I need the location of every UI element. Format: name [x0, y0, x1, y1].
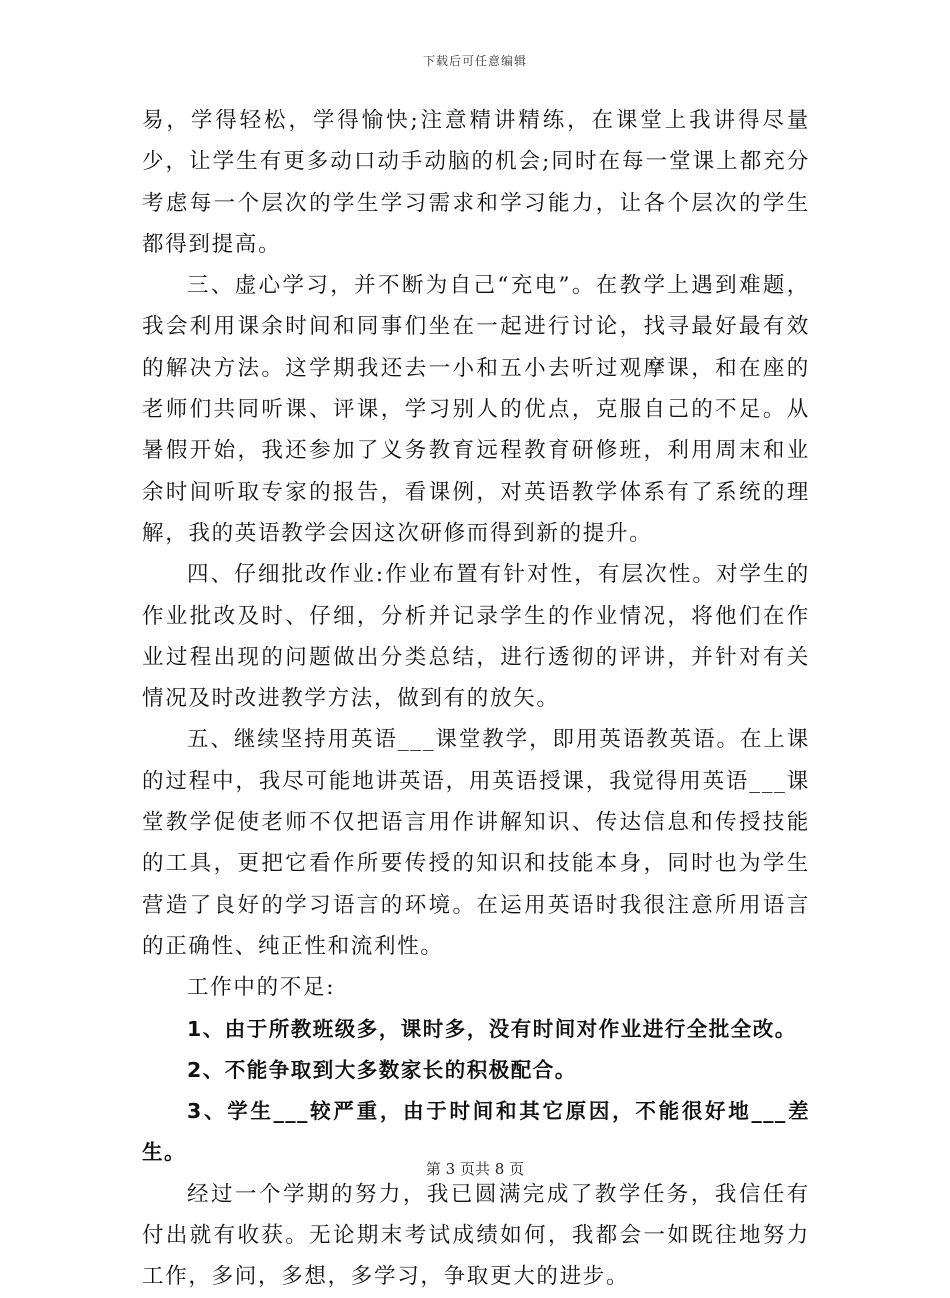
shortcoming-item-2: 2、不能争取到大多数家长的积极配合。	[187, 1057, 577, 1082]
page-number-footer: 第 3 页共 8 页	[425, 1160, 525, 1178]
paragraph-conclusion: 经过一个学期的努力，我已圆满完成了教学任务，我信任有付出就有收获。无论期末考试成绩如何，我都会一如既往地努力工作，多问，多想，多学习，争取更大的进步。	[142, 1181, 810, 1290]
shortcomings-heading: 工作中的不足:	[187, 975, 336, 1001]
page-header: 下载后可任意编辑	[422, 54, 527, 68]
paragraph-homework-correction: 四、仔细批改作业:作业布置有针对性，有层次性。对学生的作业批改及时、仔细，分析并记录学生的作业情况，将他们在作业过程出现的问题做出分类总结，进行透彻的评讲，并针对有关情况及时改进教学方法，做到有的放矢。	[142, 562, 810, 712]
paragraph-teaching-methods: 易，学得轻松，学得愉快;注意精讲精练，在课堂上我讲得尽量少，让学生有更多动口动手动脑的机会;同时在每一堂课上都充分考虑每一个层次的学生学习需求和学习能力，让各个层次的学生都得到提高。	[142, 108, 810, 257]
paragraph-english-instruction: 五、继续坚持用英语___课堂教学，即用英语教英语。在上课的过程中，我尽可能地讲英语，用英语授课，我觉得用英语___课堂教学促使老师不仅把语言用作讲解知识、传达信息和传授技能的工具，更把它看作所要传授的知识和技能本身，同时也为学生营造了良好的学习语言的环境。在运用英语时我很注意所用语言的正确性、纯正性和流利性。	[142, 727, 810, 959]
shortcoming-item-1: 1、由于所教班级多，课时多，没有时间对作业进行全批全改。	[187, 1016, 797, 1041]
shortcoming-item-3: 3、学生___较严重，由于时间和其它原因，不能很好地___差生。	[142, 1099, 810, 1165]
document-body	[142, 100, 810, 1298]
paragraph-humble-learning: 三、虚心学习，并不断为自己“充电”。在教学上遇到难题，我会利用课余时间和同事们坐在一起进行讨论，找寻最好最有效的解决方法。这学期我还去一小和五小去听过观摩课，和在座的老师们共同听课、评课，学习别人的优点，克服自己的不足。从暑假开始，我还参加了义务教育远程教育研修班，利用周末和业余时间听取专家的报告，看课例，对英语教学体系有了系统的理解，我的英语教学会因这次研修而得到新的提升。	[142, 273, 810, 546]
